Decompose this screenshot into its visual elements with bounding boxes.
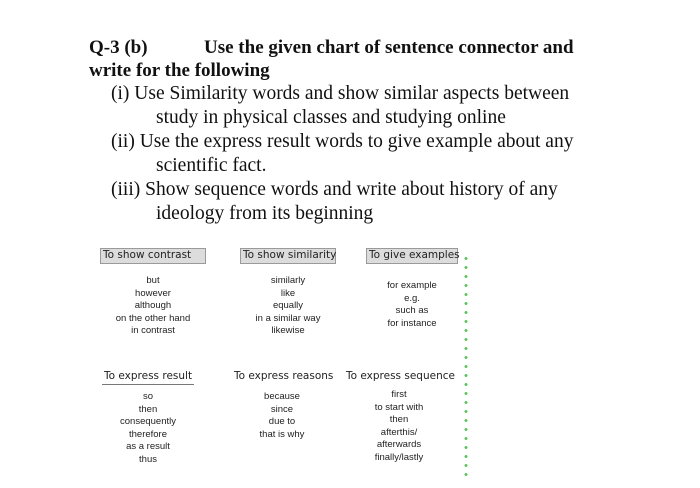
word-list [232, 391, 332, 441]
word-list [366, 280, 458, 330]
dotted-border-decoration [463, 254, 469, 480]
list-item: for example [387, 280, 437, 291]
item-text-continued: ideology from its beginning [156, 203, 374, 224]
list-item: finally/lastly [374, 451, 424, 463]
list-item: because [264, 391, 300, 402]
list-item: afterthis/ [380, 426, 418, 438]
column-header: To express result [102, 370, 194, 385]
list-item: like [280, 287, 296, 299]
list-item: so [142, 391, 154, 402]
list-item: therefore [128, 428, 168, 440]
list-item: then [138, 403, 158, 415]
question-heading [89, 36, 649, 60]
column-header: To show contrast [100, 248, 206, 264]
column-header: To give examples [366, 248, 458, 264]
list-item: likewise [271, 325, 305, 337]
word-list [102, 391, 194, 467]
column-header: To express reasons [234, 370, 334, 382]
connector-chart [100, 244, 470, 480]
list-item: on the other hand [115, 312, 191, 324]
item-text-continued: study in physical classes and studying online [156, 107, 506, 128]
list-item: as a result [126, 441, 170, 453]
column-contrast [100, 248, 206, 338]
list-item: first [391, 389, 407, 400]
question-item-3 [111, 178, 649, 226]
item-text: (iii) Show sequence words and write about history of any [111, 179, 558, 200]
column-header: To express sequence [346, 370, 455, 382]
list-item: similarly [270, 275, 306, 286]
word-list [100, 275, 206, 338]
word-list [240, 275, 336, 338]
question-number: Q-3 (b) [89, 37, 148, 58]
column-examples [366, 248, 458, 330]
list-item: that is why [259, 428, 305, 440]
column-sequence [344, 370, 454, 465]
list-item: to start with [374, 401, 424, 413]
list-item: afterwards [376, 439, 422, 451]
list-item: however [135, 287, 171, 299]
column-header: To show similarity [240, 248, 336, 264]
list-item: then [389, 414, 409, 426]
list-item: thus [139, 453, 157, 465]
question-title: Use the given chart of sentence connector and [204, 37, 574, 58]
list-item: since [270, 403, 294, 415]
column-similarity [240, 248, 336, 338]
question-title-continued: write for the following [89, 60, 270, 81]
list-item: consequently [120, 416, 176, 428]
list-item: e.g. [404, 292, 420, 304]
list-item: but [146, 275, 160, 286]
question-item-1 [111, 82, 649, 130]
question-item-2 [111, 130, 649, 178]
column-reasons [232, 370, 332, 441]
item-text-continued: scientific fact. [156, 155, 267, 176]
list-item: equally [272, 300, 304, 312]
question-block [89, 36, 649, 226]
list-item: in a similar way [255, 312, 321, 324]
column-result [102, 370, 194, 467]
word-list [344, 389, 454, 465]
list-item: for instance [387, 317, 437, 329]
list-item: due to [268, 416, 296, 428]
list-item: in contrast [131, 325, 175, 337]
item-text: (ii) Use the express result words to give example about any [111, 131, 574, 152]
list-item: such as [395, 305, 429, 317]
item-text: (i) Use Similarity words and show similar aspects between [111, 83, 570, 104]
list-item: although [134, 300, 172, 312]
